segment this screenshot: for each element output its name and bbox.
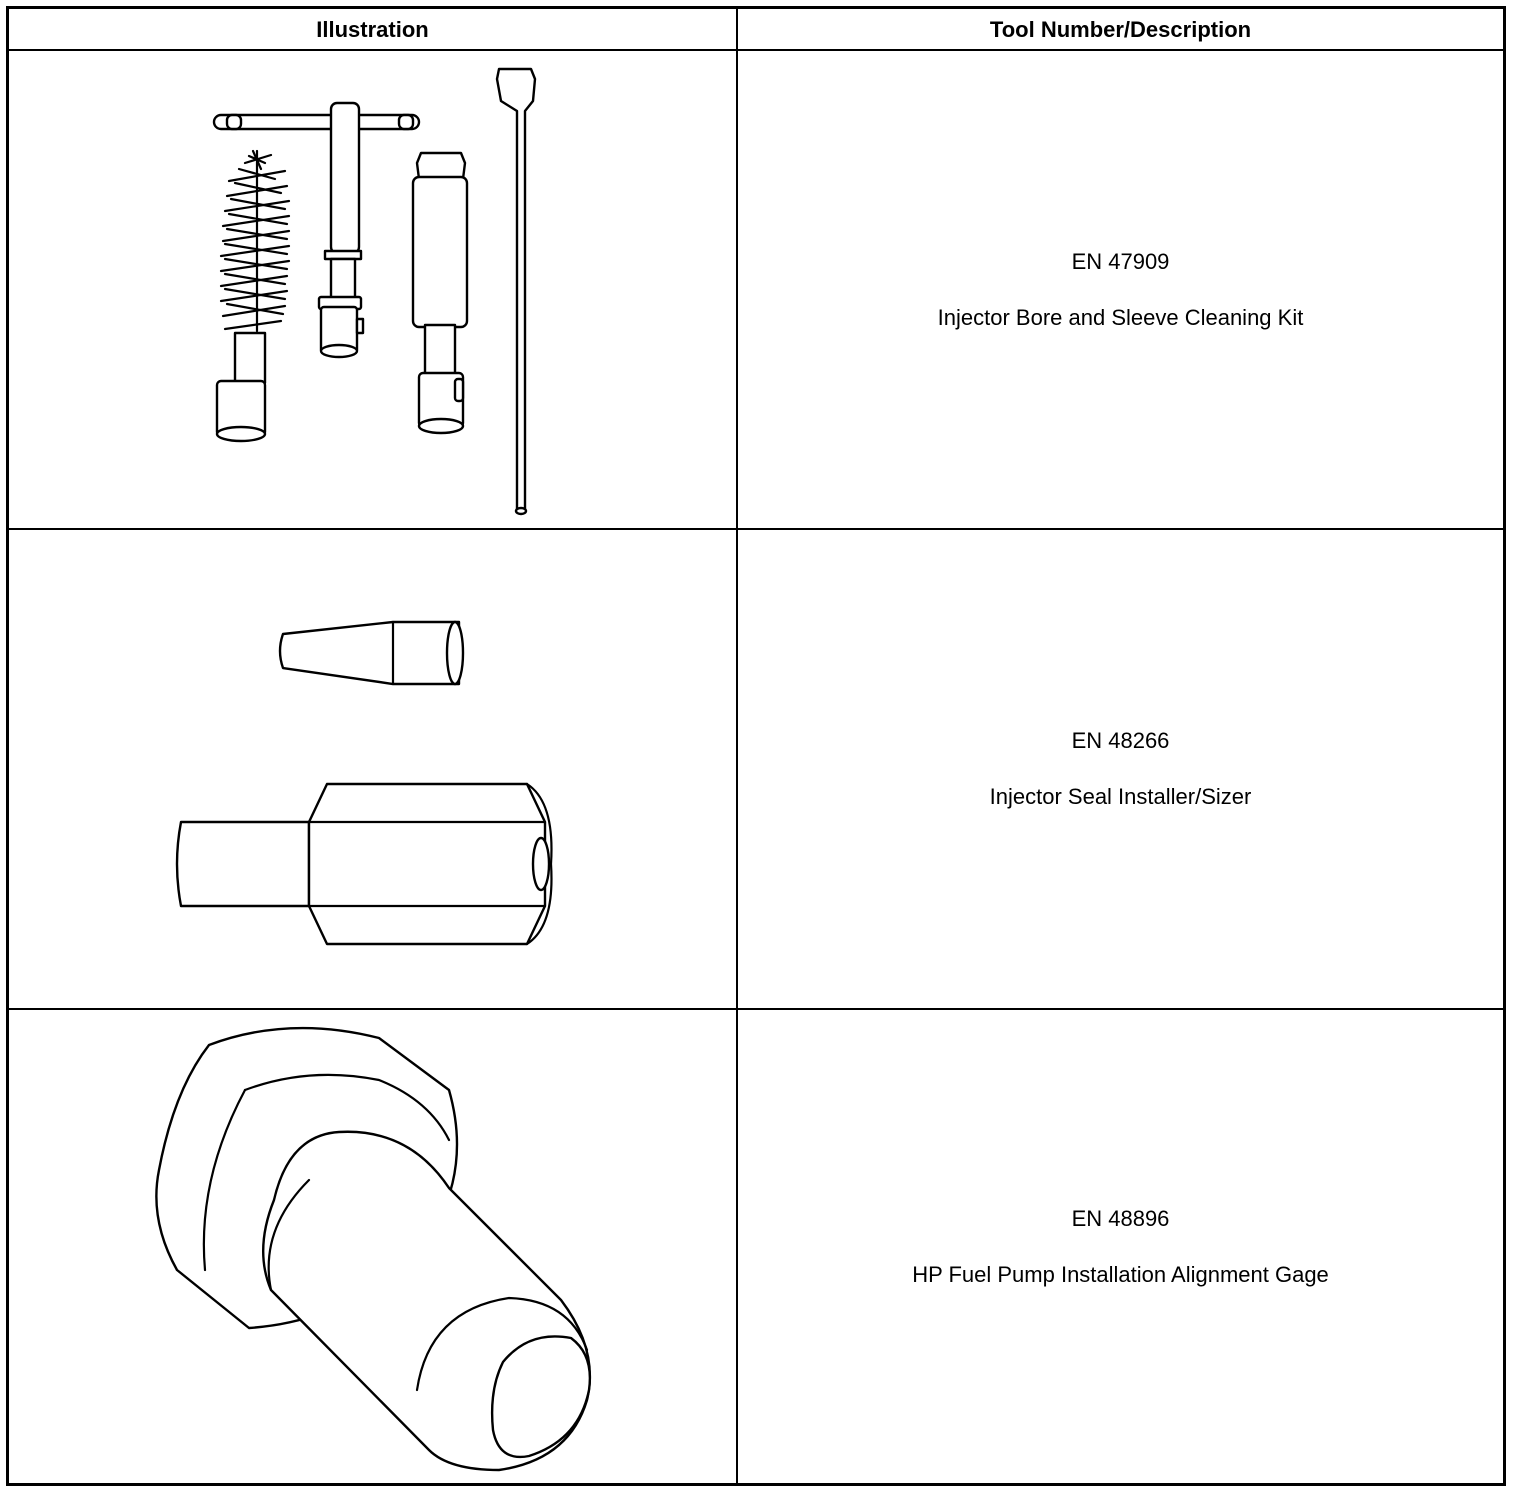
tool-description: HP Fuel Pump Installation Alignment Gage <box>912 1261 1329 1287</box>
table-row-3-description-cell <box>738 1010 1503 1483</box>
table-row-1-description-cell <box>738 51 1503 528</box>
tool-number: EN 47909 <box>1071 248 1170 274</box>
tool-number: EN 48266 <box>1071 728 1170 753</box>
table-row-2-illustration <box>9 530 736 1008</box>
header-tool-description: Tool Number/Description <box>989 17 1252 42</box>
header-illustration: Illustration <box>316 17 429 42</box>
alignment-gage-icon <box>9 1010 736 1483</box>
table-row-2-description-cell <box>738 530 1503 1008</box>
tool-table <box>6 6 1506 1486</box>
table-row-1-illustration <box>9 51 736 528</box>
tool-number: EN 48896 <box>1071 1205 1170 1231</box>
tool-description: Injector Seal Installer/Sizer <box>989 784 1252 809</box>
cleaning-kit-icon <box>9 51 736 528</box>
table-row-3-illustration <box>9 1010 736 1483</box>
tool-description: Injector Bore and Sleeve Cleaning Kit <box>937 304 1304 330</box>
seal-installer-sizer-icon <box>9 530 736 1008</box>
